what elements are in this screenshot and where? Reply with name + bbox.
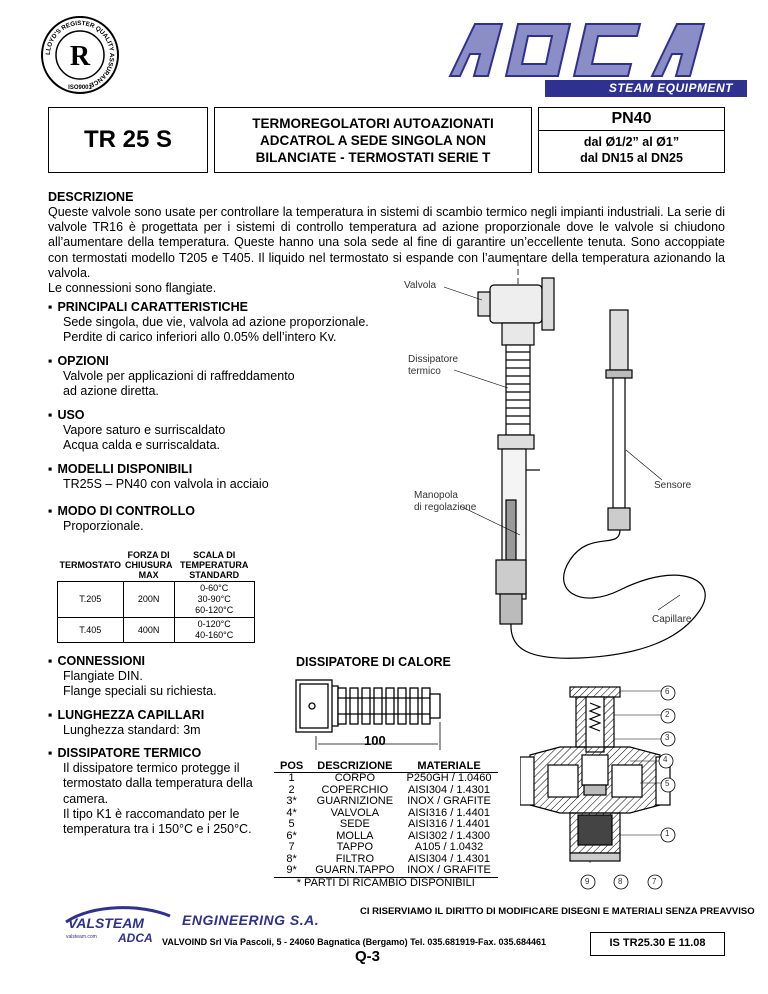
callout-9: 9 [585,877,590,886]
callout-5: 5 [665,779,670,788]
callout-8: 8 [618,877,623,886]
table-row: 7 TAPPO A105 / 1.0432 [288,841,484,853]
table-row: 9* GUARN.TAPPO INOX / GRAFITE [286,864,491,876]
valve-assembly-drawing [380,260,730,665]
section-connections: ▪ CONNESSIONI Flangiate DIN. Flange speciali su richiesta. [48,654,217,700]
table-header: MATERIALE [401,760,498,773]
table-row: 2 COPERCHIO AISI304 / 1.4301 [288,783,490,796]
section-options: ▪ OPZIONI Valvole per applicazioni di raffreddamento ad azione diretta. [48,354,295,400]
svg-text:ISO9001: ISO9001 [68,85,92,91]
callout-4: 4 [663,755,668,764]
table-row: 1 CORPO P250GH / 1.0460 [288,772,492,784]
certification-seal [40,15,120,95]
product-title [214,107,532,173]
table-row: 5 SEDE AISI316 / 1.4401 [288,818,490,830]
callout-3: 3 [665,733,670,742]
table-header: SCALA DI TEMPERATURA STANDARD [179,550,249,580]
page-number: Q-3 [355,948,381,965]
callout-6: 6 [665,687,670,696]
label-knob: Manopola di regolazione [414,490,477,513]
engineering-name: ENGINEERING S.A. [182,912,320,928]
svg-text:ADCA: ADCA [118,931,153,945]
table-header: FORZA DI CHIUSURA MAX [125,550,173,580]
table-header: DESCRIZIONE [309,760,400,773]
description-text: Queste valvole sono usate per controllare la temperatura in sistemi di scambio termico negli impianti industriali. La serie di valvole TR16 è progettata per i sistemi di controllo temperatura ad azione proporzionale dove le valvole si chiudono all’aumentare della temperatura. Queste hanno una sola sede al fine di garantire un’eccellente tenuta. Sono accoppiate con termostati modello T205 e T405. Il liquido nel termostato si espande con l’aumentare della temperatura azionando la valvola. Le connessioni sono flangiate. [48,205,725,296]
label-valve: Valvola [404,280,437,291]
svg-text:VALSTEAM: VALSTEAM [68,915,144,931]
table-row: T.405 400N 0-120°C 40-160°C [58,618,255,643]
pn-title: PN40 [539,108,724,131]
materials-table [274,760,498,889]
table-row: 6* MOLLA AISI302 / 1.4300 [286,829,490,842]
table-row: 3* GUARNIZIONE INOX / GRAFITE [286,795,491,807]
label-sensor: Sensore [654,480,692,491]
section-capillary: ▪ LUNGHEZZA CAPILLARI Lunghezza standard: 3m [48,708,204,738]
title-line: BILANCIATE - TERMOSTATI SERIE T [255,149,491,165]
table-row: 4* VALVOLA AISI316 / 1.4401 [286,806,490,819]
section-use: ▪ USO Vapore saturo e surriscaldato Acqua calda e surriscaldata. [48,408,225,454]
company-address: VALVOIND Srl Via Pascoli, 5 - 24060 Bagnatica (Bergamo) Tel. 035.681919-Fax. 035.684461 [162,937,547,947]
description-heading: DESCRIZIONE [48,190,134,204]
title-line: ADCATROL A SEDE SINGOLA NON [259,132,486,148]
materials-footnote: * PARTI DI RICAMBIO DISPONIBILI [274,877,498,889]
table-header: POS [274,760,309,773]
rights-notice: CI RISERVIAMO IL DIRITTO DI MODIFICARE DISEGNI E MATERIALI SENZA PREAVVISO [360,906,755,917]
label-capillary: Capillare [652,614,692,625]
pressure-rating-box [538,107,725,173]
callout-1: 1 [665,829,670,838]
table-row: 8* FILTRO AISI304 / 1.4301 [286,852,490,865]
title-line: TERMOREGOLATORI AUTOAZIONATI [252,115,494,131]
thermostat-table [57,549,255,643]
table-header: TERMOSTATO [59,560,121,570]
callout-2: 2 [665,710,670,719]
heatsink-drawing-title: DISSIPATORE DI CALORE [296,655,451,669]
section-heatsink: ▪ DISSIPATORE TERMICO Il dissipatore termico protegge il termostato dalla temperatura della camera. Il tipo K1 è raccomandato per le temperatura tra i 150°C e i 250°C. [48,746,253,837]
pn-size-dn: dal DN15 al DN25 [580,151,683,165]
section-features: ▪ PRINCIPALI CARATTERISTICHE Sede singola, due vie, valvola ad azione proporzionale. Perdite di carico inferiori allo 0.05% dell’intero Kv. [48,300,369,346]
section-callout-column [658,683,682,863]
callout-7: 7 [652,877,657,886]
svg-text:LLOYD'S REGISTER QUALITY ASSUR: LLOYD'S REGISTER QUALITY ASSURANCE [44,19,116,89]
adca-logo [430,18,720,80]
steam-equipment-banner: STEAM EQUIPMENT [545,80,747,97]
svg-text:R: R [69,41,91,72]
table-row: T.205 200N 0-60°C 30-90°C 60-120°C [58,582,255,618]
document-code: IS TR25.30 E 11.08 [590,932,725,956]
valsteam-logo [62,902,174,946]
label-heatsink: Dissipatore termico [408,354,459,377]
section-control: ▪ MODO DI CONTROLLO Proporzionale. [48,504,195,534]
pn-size-inch: dal Ø1/2” al Ø1” [583,135,680,149]
svg-text:ADCA: ADCA [575,58,578,59]
heatsink-dimension: 100 [364,733,386,748]
svg-text:valsteam.com: valsteam.com [66,934,97,940]
section-models: ▪ MODELLI DISPONIBILI TR25S – PN40 con valvola in acciaio [48,462,269,492]
model-code: TR 25 S [48,107,208,173]
